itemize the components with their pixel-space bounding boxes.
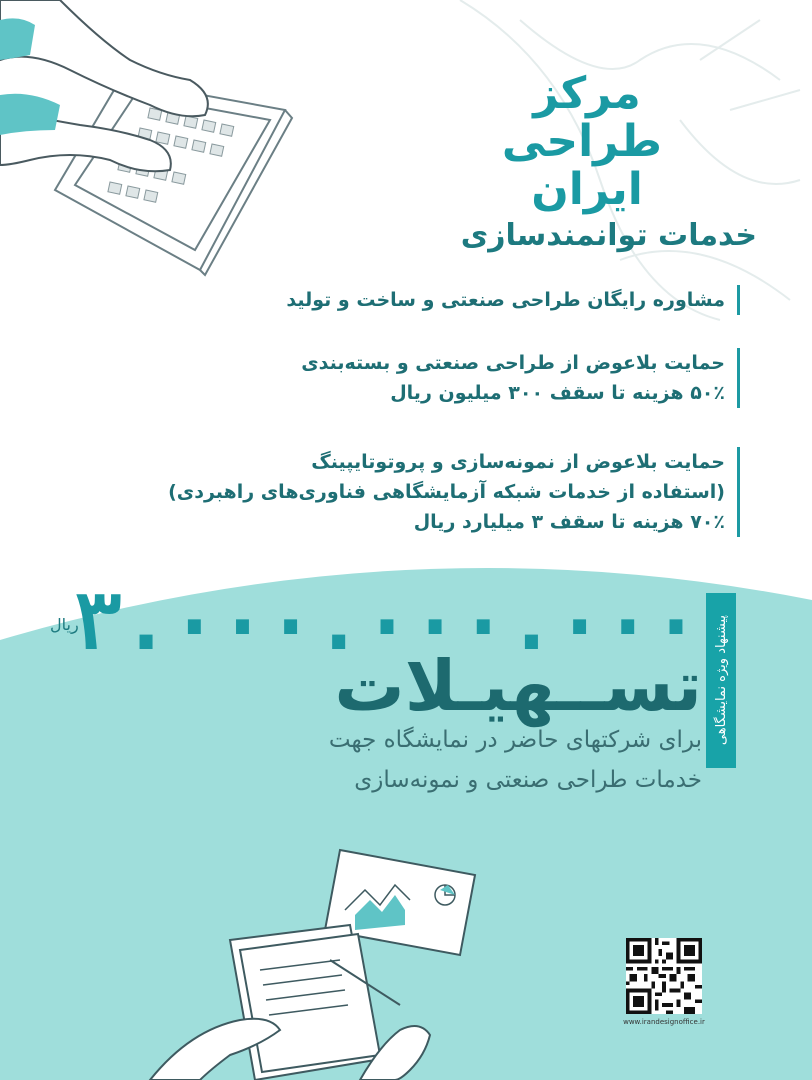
- facilities-heading: تســهیـلات: [334, 645, 702, 727]
- logo-line-3: ایران: [531, 164, 643, 215]
- qr-code-icon: [626, 938, 702, 1014]
- description-line-2: خدمات طراحی صنعتی و نمونه‌سازی: [354, 767, 702, 793]
- website-url: www.irandesignoffice.ir: [623, 1018, 705, 1026]
- logo-line-2: طراحی: [501, 116, 662, 167]
- service-line: (استفاده از خدمات شبکه آزمایشگاهی فناوری‌های راهبردی): [168, 481, 725, 503]
- exhibition-offer-tag: [706, 593, 736, 768]
- service-item: [168, 447, 740, 537]
- service-line: ۵۰٪ هزینه تا سقف ۳۰۰ میلیون ریال: [390, 382, 725, 404]
- services-title: خدمات توانمندسازی: [460, 218, 757, 253]
- description-line-1: برای شرکتهای حاضر در نمایشگاه جهت: [328, 727, 702, 753]
- exhibition-offer-text: پیشنهاد ویژه نمایشگاهی: [713, 615, 729, 746]
- service-line: مشاوره رایگان طراحی صنعتی و ساخت و تولید: [286, 289, 725, 311]
- service-item: [286, 285, 740, 315]
- facility-description: [329, 720, 702, 800]
- service-line: حمایت بلاعوض از طراحی صنعتی و بسته‌بندی: [301, 352, 725, 374]
- center-logo: [501, 68, 662, 215]
- documents-illustration: [130, 830, 550, 1080]
- logo-line-1: مرکز: [533, 68, 641, 119]
- amount-unit: ریال: [50, 615, 79, 634]
- facility-amount: ۳.۰۰۰.۰۰۰.۰۰۰: [73, 575, 700, 668]
- service-line: حمایت بلاعوض از نمونه‌سازی و پروتوتایپینگ: [311, 451, 725, 473]
- service-item: [301, 348, 740, 408]
- laptop-typing-illustration: [0, 0, 300, 280]
- service-line: ۷۰٪ هزینه تا سقف ۳ میلیارد ریال: [413, 511, 725, 533]
